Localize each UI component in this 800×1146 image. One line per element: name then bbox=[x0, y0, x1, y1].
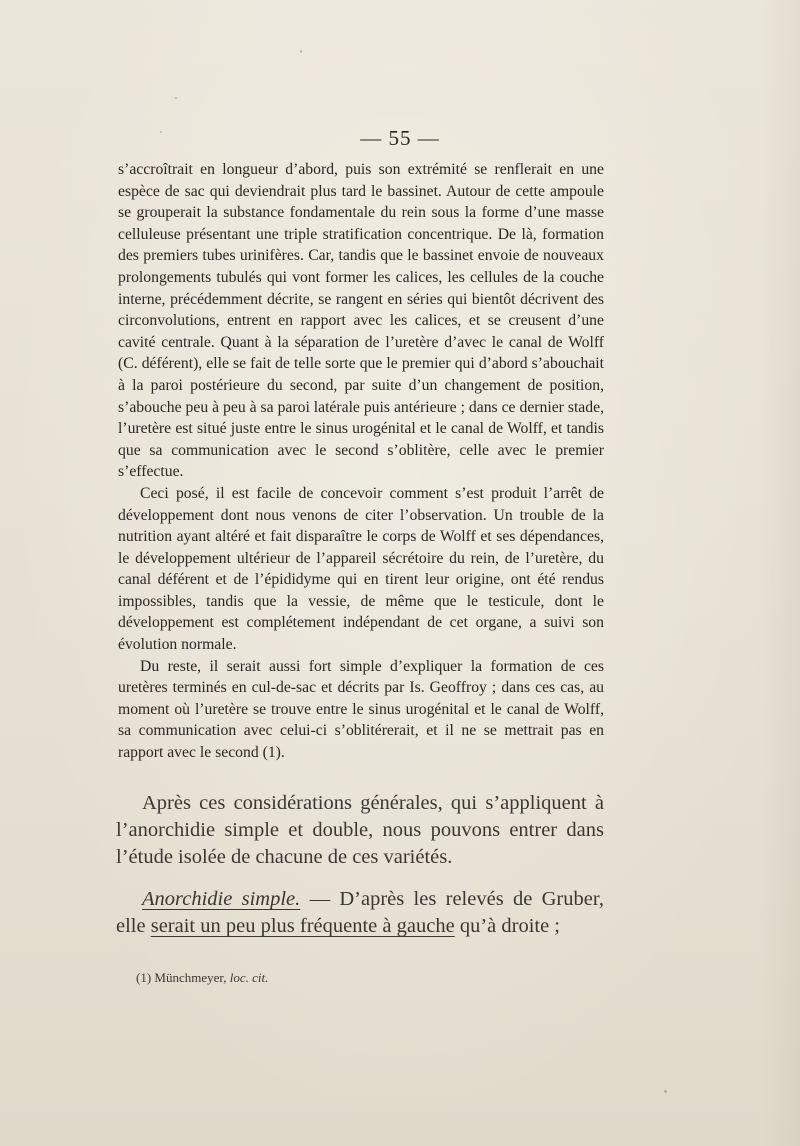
body-text bbox=[118, 159, 604, 764]
paper-speck bbox=[175, 97, 177, 99]
paragraph-du-reste: Du reste, il serait aussi fort simple d’expliquer la formation de ces uretères terminés en cul-de-sac et décrits par Is. Geoffroy ; dans ces cas, au moment où l’uretère se trouve entre le sinus urogénital et le canal de Wolff, sa communication avec celui-ci s’oblitérerait, et il ne se mettrait pas en rapport avec le second (1). bbox=[118, 657, 604, 762]
paragraph-continuation: s’accroîtrait en longueur d’abord, puis son extrémité se renflerait en une espèce de sac qui deviendrait plus tard le bassinet. Autour de cette ampoule se grouperait la substance fondamentale du rein sous la forme d’une masse celluleuse présentant une triple stratification concentrique. De là, formation des premiers tubes urinifères. Car, tandis que le bassinet envoie de nouveaux prolongements tubulés qui vont former les calices, les cellules de la couche interne, précédemment décrite, se rangent en séries qui bientôt décrivent des circonvolutions, entrent en rapport avec les calices, et se creusent d’une cavité centrale. Quant à la séparation de l’uretère d’avec le canal de Wolff (C. déférent), elle se fait de telle sorte que le premier qui d’abord s’abouchait à la paroi postérieure du second, par suite d’un changement de position, s’abouche peu à peu à sa paroi latérale puis antérieure ; dans ce dernier stade, l’uretère est situé juste entre le sinus urogénital et le canal de Wolff, et tandis que sa communication avec le second s’oblitère, celle avec le premier s’effectue. bbox=[118, 161, 604, 481]
paragraph-anorchidie-simple bbox=[116, 886, 604, 940]
underlined-phrase: serait un peu plus fréquente à gauche bbox=[150, 915, 455, 937]
section-heading: Anorchidie simple. bbox=[142, 888, 301, 910]
paper-speck bbox=[664, 1090, 667, 1093]
paper-speck bbox=[300, 50, 302, 53]
footnote bbox=[136, 970, 268, 986]
page-number: — 55 — bbox=[360, 126, 440, 150]
paragraph-considerations: Après ces considérations générales, qui s’appliquent à l’anorchidie simple et double, nous pouvons entrer dans l’étude isolée de chacune de ces variétés. bbox=[116, 792, 604, 868]
paragraph-ceci-pose: Ceci posé, il est facile de concevoir comment s’est produit l’arrêt de développement dont nous venons de citer l’observation. Un trouble de la nutrition ayant altéré et fait disparaître le corps de Wolff et ses dépendances, le développement ultérieur de l’appareil sécrétoire du rein, de l’uretère, du canal déférent et de l’épididyme qui en tirent leur origine, ont été rendus impossibles, tandis que la vessie, de même que le testicule, dont le développement est complétement indépendant de cet organe, a suivi son évolution normale. bbox=[118, 484, 604, 654]
anorchidie-section bbox=[116, 886, 604, 940]
page-edge-shadow bbox=[760, 0, 800, 1146]
footnote-marker: (1) Münchmeyer, bbox=[136, 970, 230, 985]
large-text-block bbox=[116, 790, 604, 871]
anorchidie-tail: qu’à droite ; bbox=[454, 915, 561, 937]
anorchidie-lead: — D’après les relevés de Gruber, elle bbox=[116, 888, 604, 937]
footnote-citation: loc. cit. bbox=[229, 970, 269, 985]
